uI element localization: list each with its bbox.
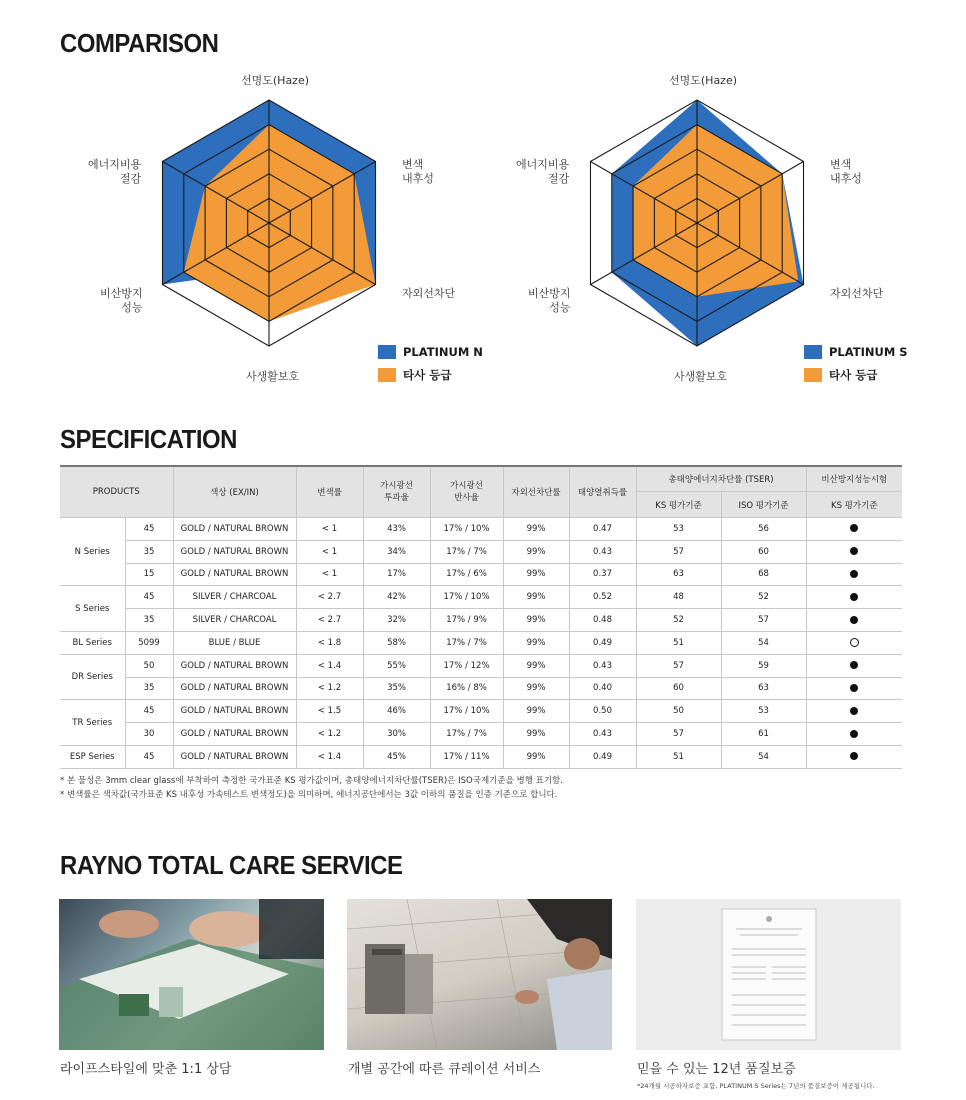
vlr-cell: 17% / 7%: [430, 631, 503, 654]
fade-cell: < 1.5: [296, 700, 363, 723]
table-notes: [60, 774, 563, 802]
axis-label-fade: 변색 내후성: [830, 158, 862, 185]
fade-cell: < 1.4: [296, 654, 363, 677]
vlt-cell: 46%: [363, 700, 430, 723]
shatter-cell: [806, 723, 902, 746]
color-cell: SILVER / CHARCOAL: [173, 586, 296, 609]
note-line: * 변색률은 색차값(국가표준 KS 내후성 가속테스트 변색정도)을 의미하며, 에너지공단에서는 3값 이하의 품질을 인증 기준으로 합니다.: [60, 790, 558, 800]
header-vlt: 가시광선 투과율: [363, 466, 430, 518]
iso-cell: 53: [721, 700, 806, 723]
vlt-cell: 30%: [363, 723, 430, 746]
header-tser: 총태양에너지차단률 (TSER): [636, 466, 806, 492]
header-shatter-ks: KS 평가기준: [806, 492, 902, 518]
legend-label: PLATINUM S: [829, 345, 908, 359]
filled-circle-icon: [850, 616, 858, 624]
vlt-cell: 42%: [363, 586, 430, 609]
ks-cell: 51: [636, 631, 721, 654]
axis-label-privacy: 사생활보호: [246, 370, 300, 383]
shatter-cell: [806, 518, 902, 541]
axis-label-shatter: 비산방지 성능: [100, 287, 143, 314]
series-cell: S Series: [60, 586, 125, 632]
iso-cell: 60: [721, 540, 806, 563]
grade-cell: 35: [125, 677, 173, 700]
empty-circle-icon: [850, 638, 859, 647]
uv-cell: 99%: [503, 518, 569, 541]
vlr-cell: 17% / 9%: [430, 609, 503, 632]
filled-circle-icon: [850, 752, 858, 760]
filled-circle-icon: [850, 593, 858, 601]
fade-cell: < 1.2: [296, 723, 363, 746]
care-caption-consultation: 라이프스타일에 맞춘 1:1 상담: [60, 1062, 232, 1077]
shatter-cell: [806, 540, 902, 563]
filled-circle-icon: [850, 730, 858, 738]
uv-cell: 99%: [503, 677, 569, 700]
solar-cell: 0.48: [569, 609, 636, 632]
table-row: [60, 586, 902, 609]
ks-cell: 60: [636, 677, 721, 700]
table-row: [60, 609, 902, 632]
solar-cell: 0.37: [569, 563, 636, 586]
grade-cell: 35: [125, 540, 173, 563]
radar-chart-platinum-s: [478, 66, 918, 396]
fade-cell: < 2.7: [296, 609, 363, 632]
header-products: PRODUCTS: [60, 466, 173, 518]
vlr-cell: 17% / 12%: [430, 654, 503, 677]
solar-cell: 0.47: [569, 518, 636, 541]
filled-circle-icon: [850, 547, 858, 555]
consultation-photo: [59, 899, 324, 1050]
fade-cell: < 1.4: [296, 745, 363, 768]
grade-cell: 45: [125, 745, 173, 768]
comparison-title: COMPARISON: [60, 28, 219, 58]
shatter-cell: [806, 700, 902, 723]
solar-cell: 0.52: [569, 586, 636, 609]
legend-rayno: [378, 345, 483, 359]
color-cell: GOLD / NATURAL BROWN: [173, 745, 296, 768]
color-cell: GOLD / NATURAL BROWN: [173, 677, 296, 700]
header-tser-ks: KS 평가기준: [636, 492, 721, 518]
color-cell: GOLD / NATURAL BROWN: [173, 563, 296, 586]
axis-label-fade: 변색 내후성: [402, 158, 434, 185]
shatter-cell: [806, 677, 902, 700]
legend-swatch-blue: [804, 345, 822, 359]
legend-label: 타사 등급: [829, 368, 878, 382]
consultation-photo-art: [59, 899, 324, 1050]
grade-cell: 30: [125, 723, 173, 746]
header-solar: 태양열취득률: [569, 466, 636, 518]
fade-cell: < 1: [296, 518, 363, 541]
grade-cell: 50: [125, 654, 173, 677]
table-row: [60, 518, 902, 541]
radar-chart-platinum-n: [50, 66, 490, 396]
care-service-title: RAYNO TOTAL CARE SERVICE: [60, 850, 403, 880]
series-cell: TR Series: [60, 700, 125, 746]
header-uv: 자외선차단률: [503, 466, 569, 518]
filled-circle-icon: [850, 684, 858, 692]
vlt-cell: 35%: [363, 677, 430, 700]
vlt-cell: 32%: [363, 609, 430, 632]
series-cell: BL Series: [60, 631, 125, 654]
uv-cell: 99%: [503, 723, 569, 746]
iso-cell: 56: [721, 518, 806, 541]
solar-cell: 0.40: [569, 677, 636, 700]
fade-cell: < 1: [296, 540, 363, 563]
ks-cell: 57: [636, 723, 721, 746]
axis-label-shatter: 비산방지 성능: [528, 287, 571, 314]
axis-label-haze: 선명도(Haze): [241, 74, 310, 87]
table-row: [60, 677, 902, 700]
solar-cell: 0.49: [569, 631, 636, 654]
color-cell: GOLD / NATURAL BROWN: [173, 518, 296, 541]
iso-cell: 68: [721, 563, 806, 586]
fade-cell: < 1: [296, 563, 363, 586]
table-row: [60, 654, 902, 677]
vlt-cell: 55%: [363, 654, 430, 677]
vlt-cell: 58%: [363, 631, 430, 654]
color-cell: BLUE / BLUE: [173, 631, 296, 654]
solar-cell: 0.43: [569, 723, 636, 746]
ks-cell: 51: [636, 745, 721, 768]
vlr-cell: 16% / 8%: [430, 677, 503, 700]
ks-cell: 57: [636, 654, 721, 677]
curation-photo: [347, 899, 612, 1050]
axis-label-uv: 자외선차단: [402, 287, 456, 300]
color-cell: GOLD / NATURAL BROWN: [173, 700, 296, 723]
axis-label-privacy: 사생활보호: [674, 370, 728, 383]
uv-cell: 99%: [503, 745, 569, 768]
legend-swatch-orange: [378, 368, 396, 382]
uv-cell: 99%: [503, 609, 569, 632]
warranty-document-art: [636, 899, 901, 1050]
solar-cell: 0.50: [569, 700, 636, 723]
shatter-cell: [806, 654, 902, 677]
fade-cell: < 1.2: [296, 677, 363, 700]
series-cell: N Series: [60, 518, 125, 586]
iso-cell: 57: [721, 609, 806, 632]
axis-label-energy: 에너지비용 절감: [88, 158, 142, 185]
legend-swatch-orange: [804, 368, 822, 382]
ks-cell: 63: [636, 563, 721, 586]
vlt-cell: 45%: [363, 745, 430, 768]
uv-cell: 99%: [503, 631, 569, 654]
vlr-cell: 17% / 7%: [430, 540, 503, 563]
uv-cell: 99%: [503, 654, 569, 677]
ks-cell: 50: [636, 700, 721, 723]
specification-table: [60, 465, 902, 769]
vlr-cell: 17% / 6%: [430, 563, 503, 586]
vlt-cell: 17%: [363, 563, 430, 586]
legend-label: PLATINUM N: [403, 345, 483, 359]
series-cell: DR Series: [60, 654, 125, 700]
uv-cell: 99%: [503, 563, 569, 586]
axis-label-haze: 선명도(Haze): [669, 74, 738, 87]
table-row: [60, 723, 902, 746]
vlr-cell: 17% / 10%: [430, 586, 503, 609]
vlt-cell: 43%: [363, 518, 430, 541]
uv-cell: 99%: [503, 700, 569, 723]
iso-cell: 59: [721, 654, 806, 677]
specification-title: SPECIFICATION: [60, 424, 237, 454]
table-row: [60, 700, 902, 723]
curation-photo-art: [347, 899, 612, 1050]
filled-circle-icon: [850, 707, 858, 715]
grade-cell: 5099: [125, 631, 173, 654]
filled-circle-icon: [850, 661, 858, 669]
color-cell: SILVER / CHARCOAL: [173, 609, 296, 632]
color-cell: GOLD / NATURAL BROWN: [173, 540, 296, 563]
axis-label-energy: 에너지비용 절감: [516, 158, 570, 185]
shatter-cell: [806, 563, 902, 586]
header-tser-iso: ISO 평가기준: [721, 492, 806, 518]
table-row: [60, 540, 902, 563]
series-cell: ESP Series: [60, 745, 125, 768]
color-cell: GOLD / NATURAL BROWN: [173, 723, 296, 746]
color-cell: GOLD / NATURAL BROWN: [173, 654, 296, 677]
ks-cell: 48: [636, 586, 721, 609]
legend-label: 타사 등급: [403, 368, 452, 382]
grade-cell: 45: [125, 518, 173, 541]
shatter-cell: [806, 745, 902, 768]
shatter-cell: [806, 586, 902, 609]
header-shatter: 비산방지성능시험: [806, 466, 902, 492]
vlr-cell: 17% / 7%: [430, 723, 503, 746]
iso-cell: 52: [721, 586, 806, 609]
ks-cell: 52: [636, 609, 721, 632]
vlr-cell: 17% / 10%: [430, 518, 503, 541]
iso-cell: 63: [721, 677, 806, 700]
care-caption-curation: 개별 공간에 따른 큐레이션 서비스: [348, 1062, 541, 1077]
filled-circle-icon: [850, 570, 858, 578]
vlr-cell: 17% / 10%: [430, 700, 503, 723]
axis-label-uv: 자외선차단: [830, 287, 884, 300]
ks-cell: 53: [636, 518, 721, 541]
fade-cell: < 2.7: [296, 586, 363, 609]
header-vlr: 가시광선 반사율: [430, 466, 503, 518]
vlr-cell: 17% / 11%: [430, 745, 503, 768]
grade-cell: 45: [125, 586, 173, 609]
iso-cell: 61: [721, 723, 806, 746]
warranty-document-photo: [636, 899, 901, 1050]
grade-cell: 45: [125, 700, 173, 723]
note-line: * 본 물성은 3mm clear glass에 부착하여 측정한 국가표준 KS 평가값이며, 총태양에너지차단률(TSER)은 ISO국제기준을 병행 표기함.: [60, 776, 563, 786]
grade-cell: 15: [125, 563, 173, 586]
table-body: [60, 518, 902, 769]
legend-rayno: [804, 345, 908, 359]
solar-cell: 0.43: [569, 654, 636, 677]
legend-competitor: [378, 367, 451, 383]
shatter-cell: [806, 631, 902, 654]
solar-cell: 0.43: [569, 540, 636, 563]
header-fade: 변색률: [296, 466, 363, 518]
uv-cell: 99%: [503, 586, 569, 609]
uv-cell: 99%: [503, 540, 569, 563]
legend-competitor: [804, 367, 877, 383]
care-caption-warranty: 믿을 수 있는 12년 품질보증: [637, 1062, 796, 1077]
solar-cell: 0.49: [569, 745, 636, 768]
table-row: [60, 745, 902, 768]
fade-cell: < 1.8: [296, 631, 363, 654]
vlt-cell: 34%: [363, 540, 430, 563]
table-row: [60, 563, 902, 586]
legend-swatch-blue: [378, 345, 396, 359]
iso-cell: 54: [721, 745, 806, 768]
iso-cell: 54: [721, 631, 806, 654]
header-color: 색상 (EX/IN): [173, 466, 296, 518]
filled-circle-icon: [850, 524, 858, 532]
shatter-cell: [806, 609, 902, 632]
table-row: [60, 631, 902, 654]
grade-cell: 35: [125, 609, 173, 632]
ks-cell: 57: [636, 540, 721, 563]
warranty-note: *24개월 시공하자보증 포함, PLATINUM S Series는 7년의 품질보증이 제공됩니다.: [637, 1082, 875, 1090]
